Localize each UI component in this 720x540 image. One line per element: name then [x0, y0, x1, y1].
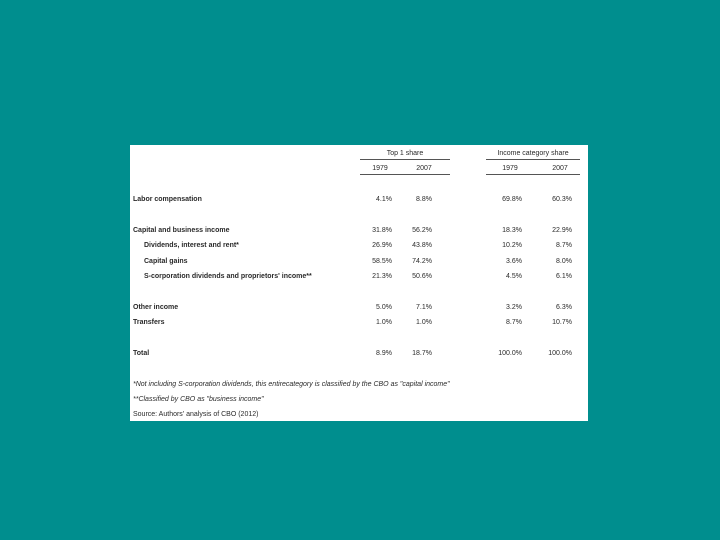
cell-value: 5.0% — [376, 304, 392, 311]
cell-value: 60.3% — [552, 196, 572, 203]
cell-value: 69.8% — [502, 196, 522, 203]
year-header: 2007 — [552, 165, 568, 172]
cell-value: 6.3% — [556, 304, 572, 311]
year-header: 1979 — [502, 165, 518, 172]
year-header: 1979 — [372, 165, 388, 172]
footnote: **Classified by CBO as "business income" — [133, 396, 264, 403]
row-label: Total — [133, 350, 150, 357]
cell-value: 21.3% — [372, 273, 392, 280]
cell-value: 8.8% — [416, 196, 432, 203]
cell-value: 8.0% — [556, 258, 572, 265]
cell-value: 31.8% — [372, 227, 392, 234]
cell-value: 10.7% — [552, 319, 572, 326]
cell-value: 58.5% — [372, 258, 392, 265]
cell-value: 100.0% — [498, 350, 522, 357]
header-income-category-underline — [486, 159, 580, 160]
cell-value: 7.1% — [416, 304, 432, 311]
cell-value: 18.3% — [502, 227, 522, 234]
cell-value: 4.1% — [376, 196, 392, 203]
row-label: Capital gains — [144, 258, 188, 265]
cell-value: 74.2% — [412, 258, 432, 265]
cell-value: 56.2% — [412, 227, 432, 234]
income-share-table — [130, 145, 588, 421]
header-income-category-share: Income category share — [497, 150, 569, 157]
header-top1-share: Top 1 share — [386, 150, 424, 157]
cell-value: 8.7% — [506, 319, 522, 326]
cell-value: 26.9% — [372, 242, 392, 249]
footnote: *Not including S-corporation dividends, this entirecategory is classified by the CBO as "capital income" — [133, 381, 450, 388]
cell-value: 3.2% — [506, 304, 522, 311]
cell-value: 4.5% — [506, 273, 522, 280]
row-label: Labor compensation — [133, 196, 202, 203]
cell-value: 43.8% — [412, 242, 432, 249]
cell-value: 8.7% — [556, 242, 572, 249]
year-header: 2007 — [416, 165, 432, 172]
cell-value: 50.6% — [412, 273, 432, 280]
row-label: S-corporation dividends and proprietors' income** — [144, 273, 312, 280]
cell-value: 3.6% — [506, 258, 522, 265]
cell-value: 18.7% — [412, 350, 432, 357]
cell-value: 1.0% — [416, 319, 432, 326]
header-top1-underline — [360, 159, 450, 160]
row-label: Transfers — [133, 319, 165, 326]
year-underline — [486, 174, 580, 175]
year-underline — [360, 174, 450, 175]
cell-value: 8.9% — [376, 350, 392, 357]
row-label: Capital and business income — [133, 227, 230, 234]
cell-value: 22.9% — [552, 227, 572, 234]
row-label: Dividends, interest and rent* — [144, 242, 239, 249]
cell-value: 100.0% — [548, 350, 572, 357]
cell-value: 10.2% — [502, 242, 522, 249]
row-label: Other income — [133, 304, 179, 311]
source-note: Source: Authors' analysis of CBO (2012) — [133, 411, 259, 418]
cell-value: 1.0% — [376, 319, 392, 326]
cell-value: 6.1% — [556, 273, 572, 280]
